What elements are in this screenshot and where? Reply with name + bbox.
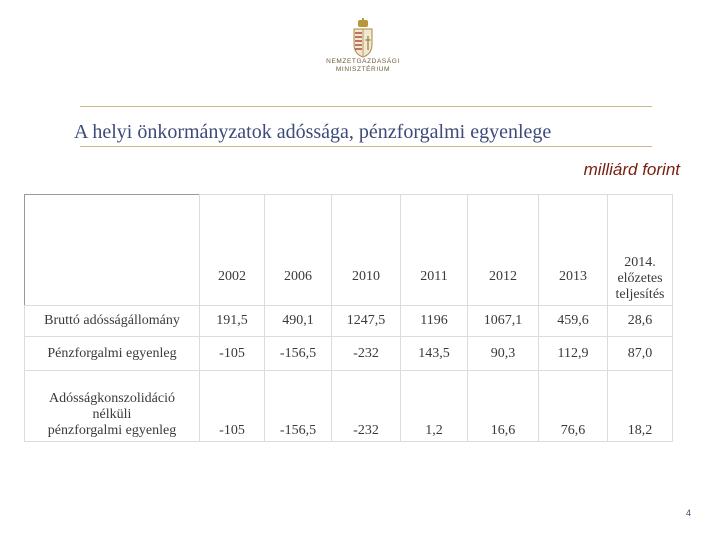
table-cell: 1,2 <box>401 371 468 442</box>
row-label-line-1: Adósságkonszolidáció <box>49 391 175 406</box>
table-row <box>25 371 673 442</box>
table-cell: 16,6 <box>468 371 539 442</box>
debt-table <box>24 194 673 442</box>
page-title: A helyi önkormányzatok adóssága, pénzforgalmi egyenlege <box>74 121 552 143</box>
table-row <box>25 337 673 371</box>
ministry-logo <box>320 18 406 96</box>
header-2006: 2006 <box>265 195 332 306</box>
table-cell: -232 <box>332 337 401 371</box>
table-cell: 28,6 <box>608 306 673 337</box>
table-cell: 1196 <box>401 306 468 337</box>
table-cell: 191,5 <box>200 306 265 337</box>
table-cell: 1067,1 <box>468 306 539 337</box>
table-cell: 90,3 <box>468 337 539 371</box>
table-cell: 87,0 <box>608 337 673 371</box>
header-2012: 2012 <box>468 195 539 306</box>
table-cell: 112,9 <box>539 337 608 371</box>
table-cell: 18,2 <box>608 371 673 442</box>
table-header-row <box>25 195 673 306</box>
row-label-line-3: pénzforgalmi egyenleg <box>47 423 177 438</box>
table-cell: 459,6 <box>539 306 608 337</box>
table-cell: -156,5 <box>265 371 332 442</box>
header-2013: 2013 <box>539 195 608 306</box>
page-number: 4 <box>686 508 692 518</box>
header-2014-performance: teljesítés <box>615 287 665 302</box>
table-cell: 490,1 <box>265 306 332 337</box>
table-cell: 143,5 <box>401 337 468 371</box>
header-2014 <box>608 195 673 306</box>
row-label-line-2: nélküli <box>92 407 132 422</box>
header-blank <box>25 195 200 306</box>
table-cell: 1247,5 <box>332 306 401 337</box>
logo-line-2: MINISZTÉRIUM <box>335 66 391 73</box>
unit-label: milliárd forint <box>583 160 680 179</box>
header-2011: 2011 <box>401 195 468 306</box>
logo-line-1: NEMZETGAZDASÁGI <box>326 58 400 65</box>
row-label: Bruttó adósságállomány <box>25 306 200 337</box>
header-2002: 2002 <box>200 195 265 306</box>
title-bottom-divider <box>80 146 652 147</box>
table-cell: -232 <box>332 371 401 442</box>
table-cell: -156,5 <box>265 337 332 371</box>
table-row <box>25 306 673 337</box>
title-top-divider <box>80 106 652 107</box>
row-label: Pénzforgalmi egyenleg <box>25 337 200 371</box>
table-cell: 76,6 <box>539 371 608 442</box>
header-2010: 2010 <box>332 195 401 306</box>
row-label <box>25 371 200 442</box>
header-2014-year: 2014. <box>624 255 656 270</box>
header-2014-preliminary: előzetes <box>617 271 663 286</box>
table-cell: -105 <box>200 337 265 371</box>
hungarian-coat-of-arms-icon <box>351 18 375 58</box>
table-cell: -105 <box>200 371 265 442</box>
